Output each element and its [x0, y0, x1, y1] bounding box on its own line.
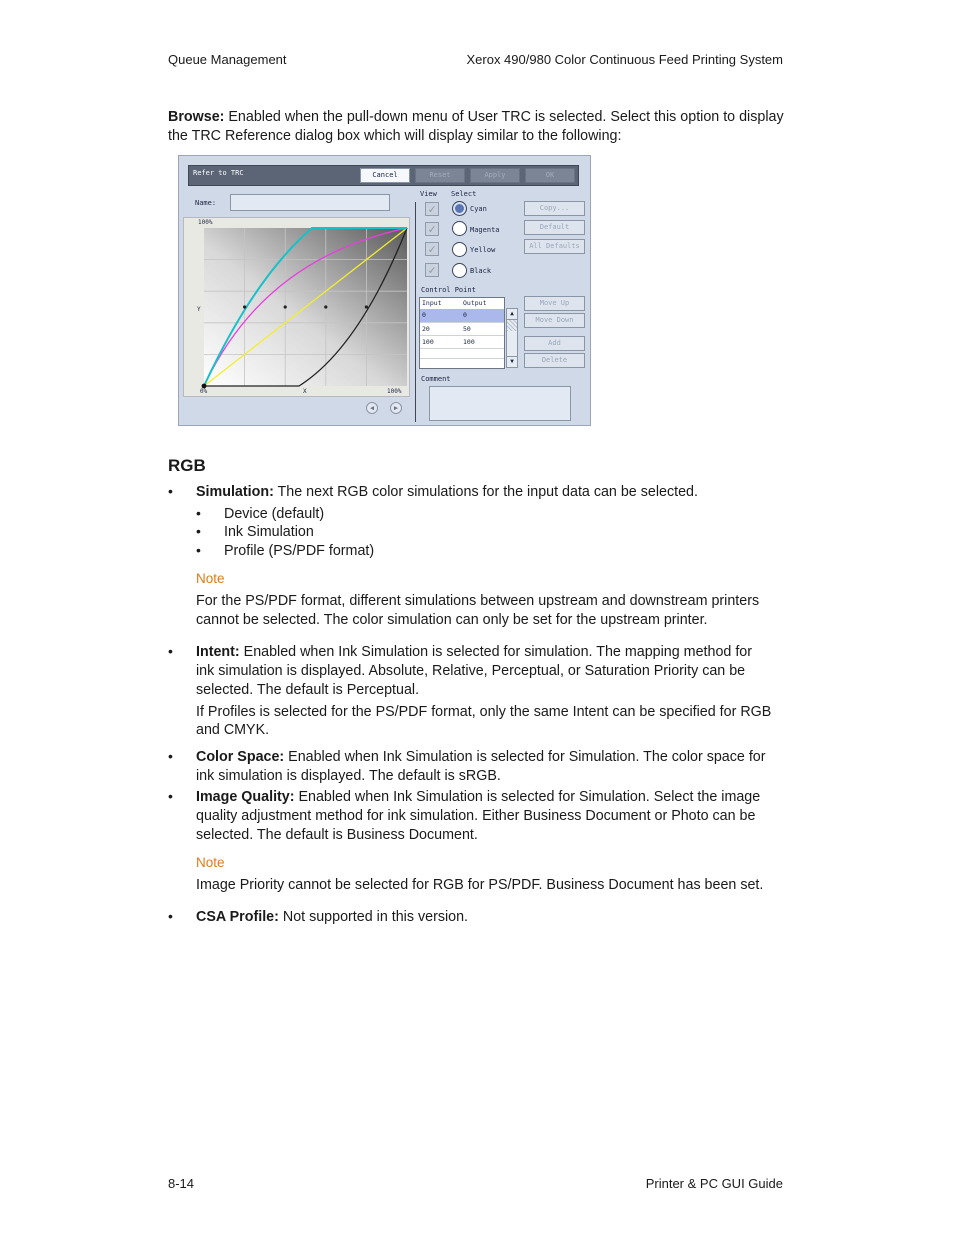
column-header-output: Output [463, 299, 487, 307]
sub-item-device: Device (default) [224, 506, 325, 522]
view-magenta-checkbox[interactable]: ✓ [425, 222, 439, 236]
name-field[interactable] [230, 194, 390, 211]
comment-field[interactable] [429, 386, 571, 421]
select-cyan-radio[interactable] [452, 201, 467, 216]
note-label: Note [196, 855, 225, 870]
column-header-input: Input [422, 299, 442, 307]
intent-line-1 [196, 643, 752, 662]
csa-profile-term: CSA Profile: [196, 909, 279, 925]
graph-origin-label: 0% [200, 388, 208, 395]
apply-button[interactable]: Apply [470, 168, 520, 183]
table-row[interactable] [420, 335, 504, 349]
move-down-button[interactable]: Move Down [524, 313, 585, 328]
channel-yellow-label: Yellow [470, 246, 496, 254]
select-black-radio[interactable] [452, 263, 467, 278]
running-header-right: Xerox 490/980 Color Continuous Feed Printing System [466, 52, 783, 67]
image-quality-line-3: selected. The default is Business Document. [196, 827, 478, 843]
control-point[interactable] [284, 305, 287, 308]
trc-graph-panel [183, 217, 410, 397]
graph-right-label: 100% [387, 388, 402, 395]
image-quality-text-1: Enabled when Ink Simulation is selected for Simulation. Select the image [294, 789, 761, 805]
next-page-icon[interactable]: ▶ [390, 402, 402, 414]
bullet-dot: • [196, 505, 201, 521]
image-quality-line-1 [196, 788, 760, 807]
intent-extra-line-1: If Profiles is selected for the PS/PDF format, only the same Intent can be specified for RGB [196, 704, 772, 720]
add-button[interactable]: Add [524, 336, 585, 351]
control-point-table[interactable] [419, 297, 505, 369]
intro-text-1: Enabled when the pull-down menu of User TRC is selected. Select this option to display [224, 109, 784, 125]
channel-magenta-label: Magenta [470, 226, 500, 234]
simulation-text: The next RGB color simulations for the input data can be selected. [273, 484, 698, 500]
reset-button[interactable]: Reset [415, 168, 465, 183]
intent-line-3: selected. The default is Perceptual. [196, 682, 420, 698]
comment-label: Comment [421, 375, 451, 383]
select-yellow-radio[interactable] [452, 242, 467, 257]
bullet-dot: • [196, 523, 201, 539]
trc-graph[interactable] [184, 218, 409, 396]
note-label: Note [196, 571, 225, 586]
control-point[interactable] [243, 305, 246, 308]
sub-item-ink-simulation: Ink Simulation [224, 524, 314, 540]
all-defaults-button[interactable]: All Defaults [524, 239, 585, 254]
view-cyan-checkbox[interactable]: ✓ [425, 202, 439, 216]
prev-page-icon[interactable]: ◀ [366, 402, 378, 414]
graph-top-label: 100% [198, 219, 213, 226]
cancel-button[interactable]: Cancel [360, 168, 410, 183]
control-point[interactable] [365, 305, 368, 308]
page-number: 8-14 [168, 1176, 195, 1191]
scroll-down-icon[interactable]: ▼ [507, 356, 517, 367]
dialog-divider [415, 202, 416, 422]
name-label: Name: [195, 199, 217, 207]
note-1-line-1: For the PS/PDF format, different simulations between upstream and downstream printers [196, 593, 760, 609]
rgb-heading: RGB [168, 456, 206, 475]
table-cell-input: 20 [422, 325, 430, 333]
control-point[interactable] [324, 305, 327, 308]
dialog-title-bar [188, 165, 579, 186]
table-cell-output: 100 [463, 338, 475, 346]
image-quality-term: Image Quality: [196, 789, 295, 805]
copy-button[interactable]: Copy... [524, 201, 585, 216]
bullet-dot: • [168, 643, 173, 659]
table-row[interactable] [420, 358, 504, 369]
image-quality-line-2: quality adjustment method for ink simulation. Either Business Document or Photo can be [196, 808, 756, 824]
intro-line-2: the TRC Reference dialog box which will display similar to the following: [168, 128, 622, 144]
graph-y-label: Y [197, 306, 201, 313]
footer-title: Printer & PC GUI Guide [645, 1176, 783, 1191]
intro-line-1 [168, 108, 784, 127]
trc-reference-dialog [178, 155, 591, 426]
table-row[interactable] [420, 322, 504, 336]
channel-black-label: Black [470, 267, 492, 275]
intent-term: Intent: [196, 644, 240, 660]
csa-profile-item [196, 908, 468, 927]
view-yellow-checkbox[interactable]: ✓ [425, 242, 439, 256]
table-cell-output: 0 [463, 311, 467, 319]
intent-line-2: ink simulation is displayed. Absolute, Relative, Perceptual, or Saturation Priority can be [196, 663, 746, 679]
note-1-line-2: cannot be selected. The color simulation can only be set for the upstream printer. [196, 612, 708, 628]
view-black-checkbox[interactable]: ✓ [425, 263, 439, 277]
channel-cyan-label: Cyan [470, 205, 487, 213]
sub-item-profile: Profile (PS/PDF format) [224, 543, 375, 559]
intent-extra-line-2: and CMYK. [196, 722, 270, 738]
table-scrollbar[interactable] [506, 308, 518, 368]
view-label: View [420, 190, 437, 198]
bullet-dot: • [196, 542, 201, 558]
default-button[interactable]: Default [524, 220, 585, 235]
csa-profile-text: Not supported in this version. [278, 909, 469, 925]
ok-button[interactable]: OK [525, 168, 575, 183]
control-point-label: Control Point [421, 286, 476, 294]
bullet-dot: • [168, 788, 173, 804]
select-label: Select [451, 190, 477, 198]
color-space-line-1 [196, 748, 766, 767]
color-space-line-2: ink simulation is displayed. The default is sRGB. [196, 768, 501, 784]
color-space-text-1: Enabled when Ink Simulation is selected for Simulation. The color space for [284, 749, 766, 765]
note-2-text: Image Priority cannot be selected for RGB for PS/PDF. Business Document has been set. [196, 877, 764, 893]
select-magenta-radio[interactable] [452, 221, 467, 236]
running-header-left: Queue Management [168, 52, 287, 67]
simulation-item [196, 483, 698, 502]
table-cell-input: 100 [422, 338, 434, 346]
graph-x-label: X [303, 388, 307, 395]
table-cell-output: 50 [463, 325, 471, 333]
bullet-dot: • [168, 483, 173, 499]
intent-text-1: Enabled when Ink Simulation is selected for simulation. The mapping method for [239, 644, 753, 660]
bullet-dot: • [168, 908, 173, 924]
scroll-up-icon[interactable]: ▲ [507, 309, 517, 320]
move-up-button[interactable]: Move Up [524, 296, 585, 311]
scroll-thumb[interactable] [507, 320, 517, 331]
bullet-dot: • [168, 748, 173, 764]
delete-button[interactable]: Delete [524, 353, 585, 368]
browse-term: Browse: [168, 109, 225, 125]
color-space-term: Color Space: [196, 749, 285, 765]
table-row[interactable] [420, 309, 504, 322]
simulation-term: Simulation: [196, 484, 274, 500]
dialog-title: Refer to TRC [193, 169, 244, 177]
table-cell-input: 0 [422, 311, 426, 319]
